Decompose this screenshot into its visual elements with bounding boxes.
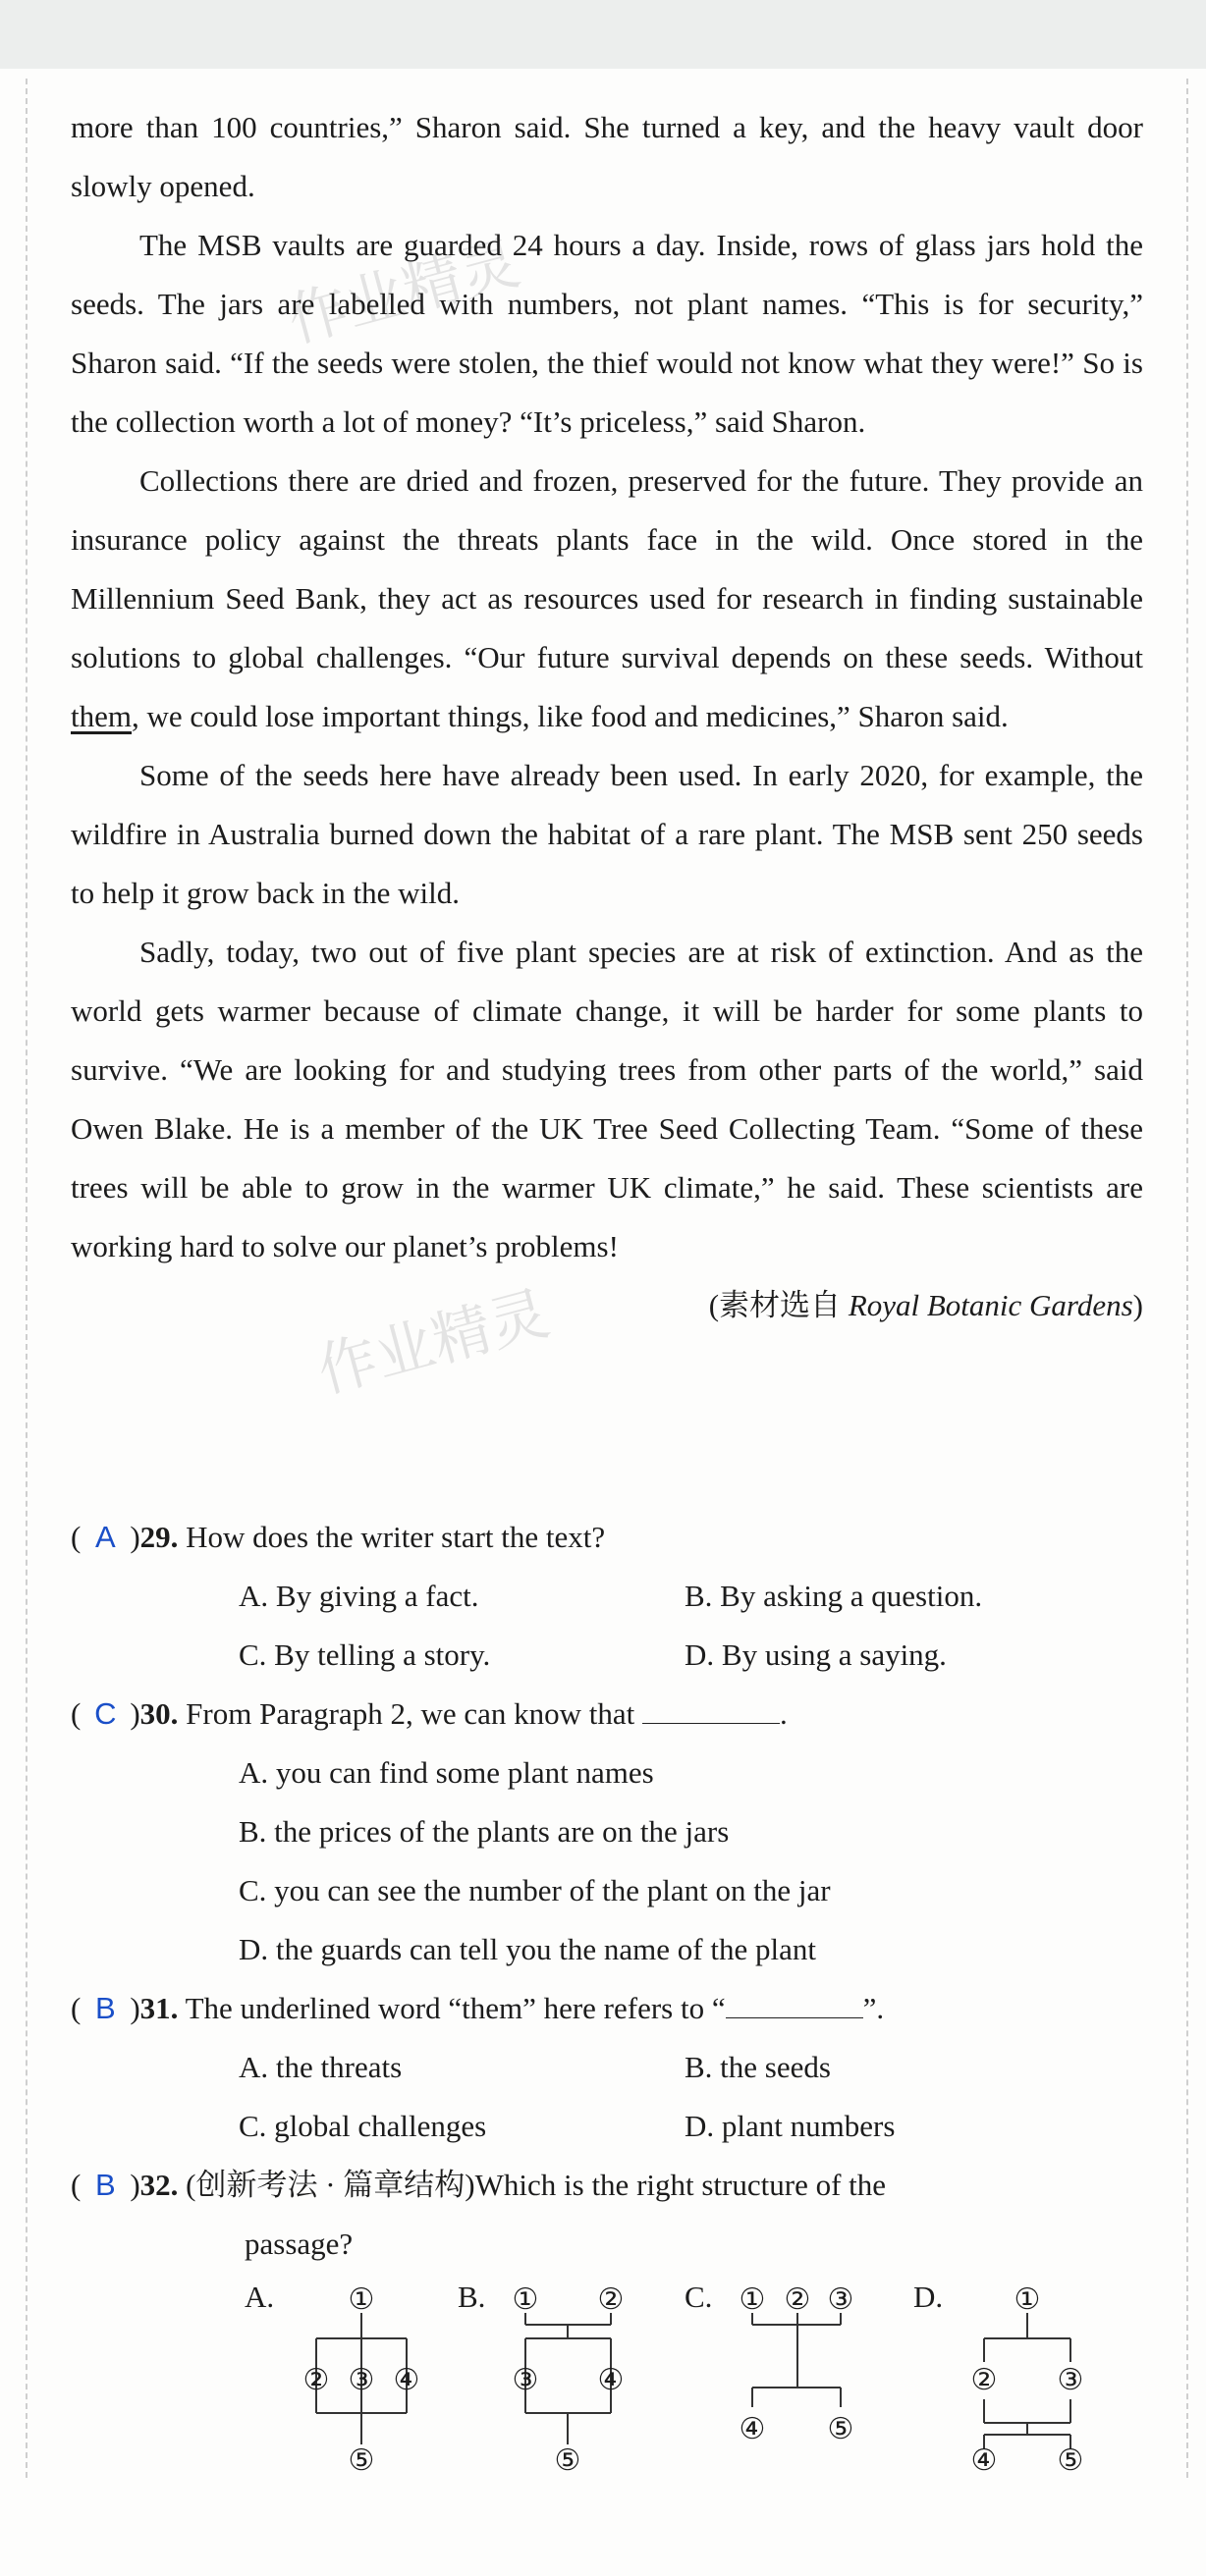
paragraph: Some of the seeds here have already been used. In early 2020, for example, the wildfire in Australia burned down the habitat of a rare plant. The MSB sent 250 seeds to help it grow back in the wild. <box>71 758 1143 910</box>
circled-number: ④ <box>970 2443 998 2478</box>
circled-number: ② <box>597 2282 625 2317</box>
diagram-c <box>740 2282 854 2446</box>
paragraph: The MSB vaults are guarded 24 hours a day. Inside, rows of glass jars hold the seeds. The jars are labelled with numbers, not plant names. “This is for security,” Sharon said. “If the seeds were stolen, the thief would not know what they were!” So is the collection worth a lot of money? “It’s priceless,” said Sharon. <box>71 228 1143 439</box>
question-tag: (创新考法 · 篇章结构) <box>186 2168 475 2202</box>
question-32: ( B )32. (创新考法 · 篇章结构)Which is the right structure of the <box>71 2156 1151 2215</box>
question-text: The underlined word “them” here refers to “ <box>185 1991 726 2025</box>
option-c: C. By telling a story. <box>239 1637 491 1672</box>
circled-number: ④ <box>597 2363 625 2397</box>
circled-number: ③ <box>512 2363 539 2397</box>
diagram-a <box>303 2282 420 2478</box>
circled-number: ③ <box>827 2282 854 2317</box>
option-b: B. <box>458 2280 486 2314</box>
option-b: B. By asking a question. <box>685 1579 983 1613</box>
answer-mark: B <box>94 2168 116 2202</box>
option-d: D. the guards can tell you the name of the plant <box>239 1932 816 1966</box>
question-text: Which is the right structure of the <box>474 2168 887 2202</box>
question-29: ( A )29. How does the writer start the text? <box>71 1508 1151 1567</box>
source-credit: (素材选自 Royal Botanic Gardens) <box>708 1288 1143 1322</box>
circled-number: ④ <box>393 2363 420 2397</box>
option-a: A. you can find some plant names <box>239 1755 654 1790</box>
option-a: A. the threats <box>239 2050 403 2084</box>
circled-number: ② <box>302 2363 330 2397</box>
watermark: 作业精灵 <box>310 1278 557 1407</box>
underlined-word: them <box>71 699 132 733</box>
circled-number: ② <box>784 2282 811 2317</box>
circled-number: ⑤ <box>348 2443 375 2478</box>
circled-number: ⑤ <box>827 2412 854 2446</box>
circled-number: ⑤ <box>1057 2443 1084 2478</box>
answer-mark: A <box>94 1520 116 1554</box>
option-d: D. <box>913 2280 944 2314</box>
source-title: Royal Botanic Gardens <box>848 1288 1133 1322</box>
question-text: From Paragraph 2, we can know that <box>186 1696 643 1731</box>
question-31: ( B )31. The underlined word “them” here refers to “ ”. <box>71 1979 1151 2038</box>
circled-number: ④ <box>739 2412 766 2446</box>
option-d: D. plant numbers <box>685 2109 896 2143</box>
question-number: 31. <box>139 1991 179 2025</box>
question-text: How does the writer start the text? <box>186 1520 606 1554</box>
paragraph: Sadly, today, two out of five plant species are at risk of extinction. And as the world gets warmer because of climate change, it will be harder for some plants to survive. “We are looking for and studying trees from other parts of the world,” said Owen Blake. He is a member of the UK Tree Seed Collecting Team. “Some of these trees will be able to grow in the warmer UK climate,” he said. These scientists are working hard to solve our planet’s problems! <box>71 935 1143 1263</box>
watermark: 作业精灵 <box>281 228 527 356</box>
paragraph-text: Collections there are dried and frozen, preserved for the future. They provide an insurance policy against the threats plants face in the wild. Once stored in the Millennium Seed Bank, they act as resources used for research in finding sustainable solutions to global challenges. “Our future survival depends on these seeds. Without <box>71 463 1143 674</box>
question-number: 30. <box>139 1696 179 1731</box>
circled-number: ① <box>348 2282 375 2317</box>
paragraph: more than 100 countries,” Sharon said. She turned a key, and the heavy vault door slowly opened. <box>71 110 1143 203</box>
paragraph-text: , we could lose important things, like food and medicines,” Sharon said. <box>132 699 1009 733</box>
question-number: 29. <box>139 1520 179 1554</box>
circled-number: ① <box>512 2282 539 2317</box>
diagram-b <box>513 2282 625 2478</box>
diagram-d <box>971 2282 1084 2478</box>
option-a: A. By giving a fact. <box>239 1579 479 1613</box>
question-30: ( C )30. From Paragraph 2, we can know that . <box>71 1685 1151 1744</box>
answer-mark: C <box>94 1696 117 1731</box>
option-b: B. the seeds <box>685 2050 831 2084</box>
option-b: B. the prices of the plants are on the jars <box>239 1814 730 1849</box>
option-c: C. global challenges <box>239 2109 487 2143</box>
option-d: D. By using a saying. <box>685 1637 947 1672</box>
circled-number: ⑤ <box>554 2443 581 2478</box>
option-c: C. you can see the number of the plant on the jar <box>239 1873 831 1907</box>
option-a: A. <box>245 2280 275 2314</box>
answer-mark: B <box>94 1991 116 2025</box>
question-text-continued: passage? <box>245 2227 354 2261</box>
circled-number: ③ <box>1057 2363 1084 2397</box>
circled-number: ② <box>970 2363 998 2397</box>
circled-number: ③ <box>348 2363 375 2397</box>
option-c: C. <box>685 2280 713 2314</box>
question-number: 32. <box>139 2168 179 2202</box>
circled-number: ① <box>739 2282 766 2317</box>
circled-number: ① <box>1014 2282 1041 2317</box>
